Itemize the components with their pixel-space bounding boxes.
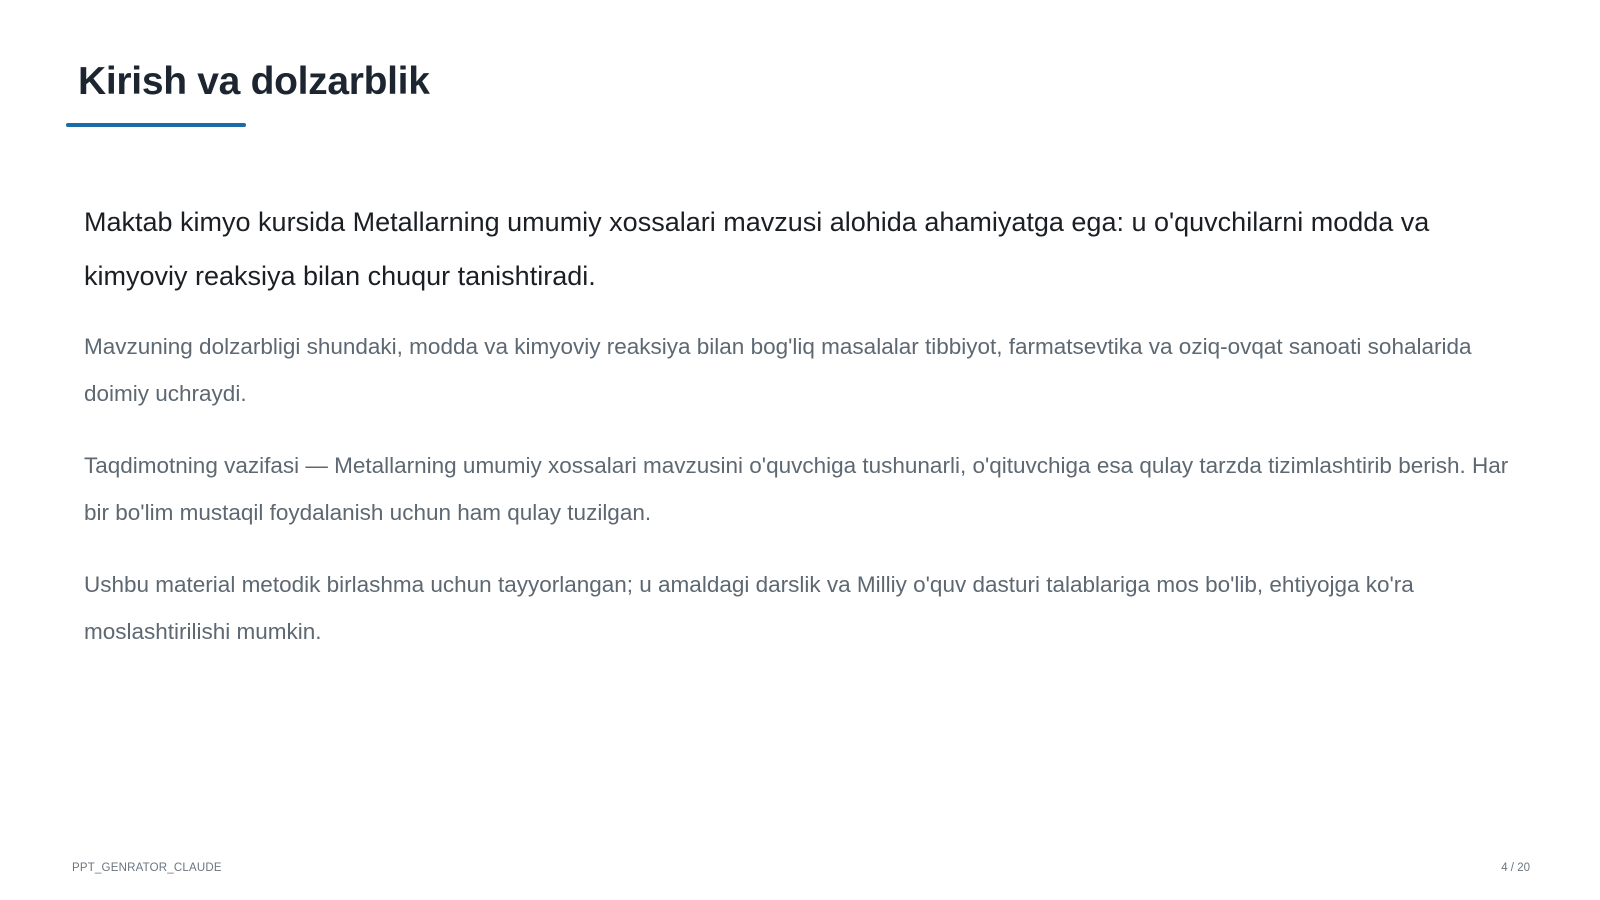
footer-page-number: 4 / 20 <box>1501 862 1530 874</box>
body-paragraph-task: Taqdimotning vazifasi — Metallarning umumiy xossalari mavzusini o'quvchiga tushunarli, o'qituvchiga esa qulay tarzda tizimlashtirib berish. Har bir bo'lim mustaqil foydalanish uchun ham qulay tuzilgan. <box>84 453 1509 525</box>
slide-title: Kirish va dolzarblik <box>78 60 430 103</box>
footer-source-label: PPT_GENRATOR_CLAUDE <box>72 862 222 874</box>
body-paragraph-note: Ushbu material metodik birlashma uchun tayyorlangan; u amaldagi darslik va Milliy o'quv dasturi talablariga mos bo'lib, ehtiyojga ko'ra moslashtirilishi mumkin. <box>84 572 1414 644</box>
slide-content <box>84 195 1529 680</box>
body-paragraph-relevance: Mavzuning dolzarbligi shundaki, modda va kimyoviy reaksiya bilan bog'liq masalalar tibbiyot, farmatsevtika va oziq-ovqat sanoati sohalarida doimiy uchraydi. <box>84 334 1472 406</box>
title-underline <box>66 123 246 127</box>
lead-paragraph: Maktab kimyo kursida Metallarning umumiy xossalari mavzusi alohida ahamiyatga ega: u o'quvchilarni modda va kimyoviy reaksiya bilan chuqur tanishtiradi. <box>84 207 1430 291</box>
